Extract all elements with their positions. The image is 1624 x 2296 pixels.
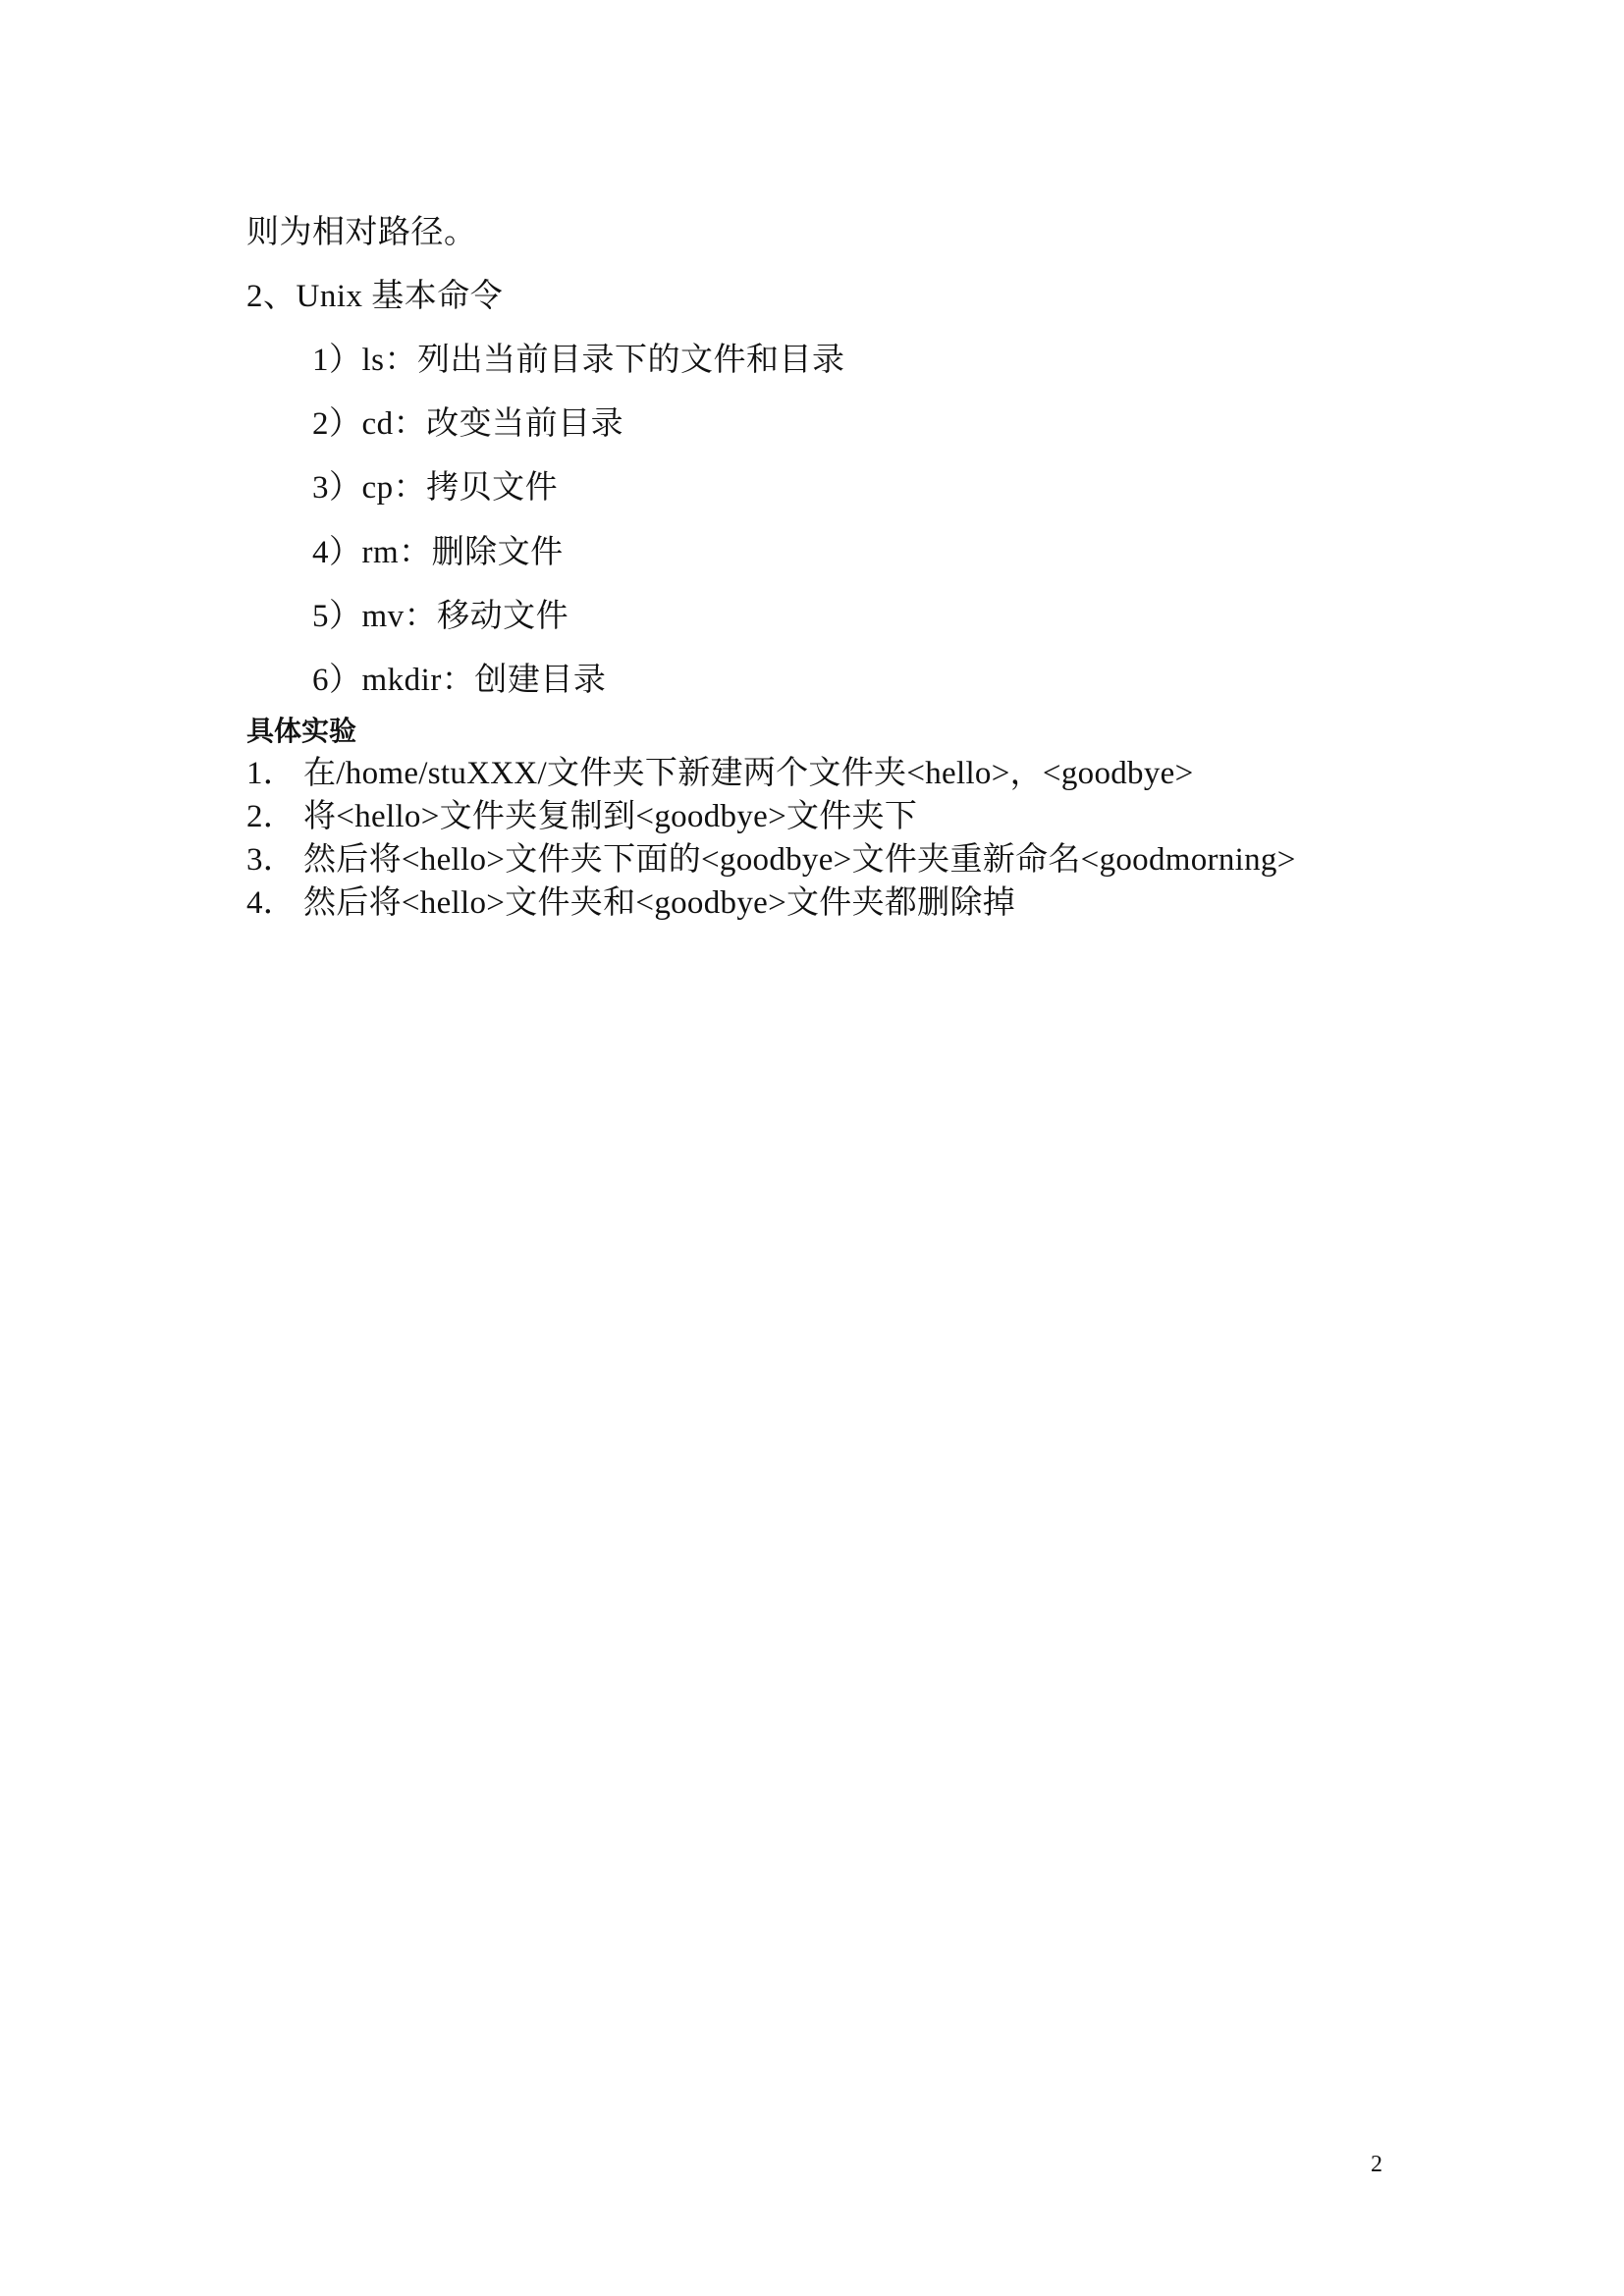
step-text: 在/home/stuXXX/文件夹下新建两个文件夹<hello>，<goodbye> bbox=[303, 756, 1194, 791]
section-title-unix-commands: 2、Unix 基本命令 bbox=[246, 279, 504, 314]
step-number: 4． bbox=[246, 885, 297, 921]
command-item-rm: 4）rm：删除文件 bbox=[312, 535, 564, 570]
step-text: 将<hello>文件夹复制到<goodbye>文件夹下 bbox=[303, 799, 918, 834]
page-number: 2 bbox=[1371, 2152, 1382, 2177]
step-text: 然后将<hello>文件夹下面的<goodbye>文件夹重新命名<goodmorning> bbox=[303, 842, 1296, 878]
step-text: 然后将<hello>文件夹和<goodbye>文件夹都删除掉 bbox=[303, 885, 1016, 921]
step-number: 2． bbox=[246, 799, 297, 834]
continuation-text: 则为相对路径。 bbox=[246, 215, 477, 250]
command-item-cp: 3）cp：拷贝文件 bbox=[312, 470, 559, 506]
step-number: 3． bbox=[246, 842, 297, 878]
experiment-step bbox=[246, 883, 1015, 923]
experiment-step bbox=[246, 797, 917, 836]
command-item-ls: 1）ls：列出当前目录下的文件和目录 bbox=[312, 343, 845, 378]
experiment-heading: 具体实验 bbox=[246, 715, 357, 747]
command-item-cd: 2）cd：改变当前目录 bbox=[312, 406, 624, 442]
experiment-step bbox=[246, 754, 1194, 793]
command-item-mkdir: 6）mkdir：创建目录 bbox=[312, 663, 607, 698]
step-number: 1． bbox=[246, 756, 297, 791]
command-item-mv: 5）mv：移动文件 bbox=[312, 599, 569, 634]
experiment-step bbox=[246, 840, 1296, 880]
